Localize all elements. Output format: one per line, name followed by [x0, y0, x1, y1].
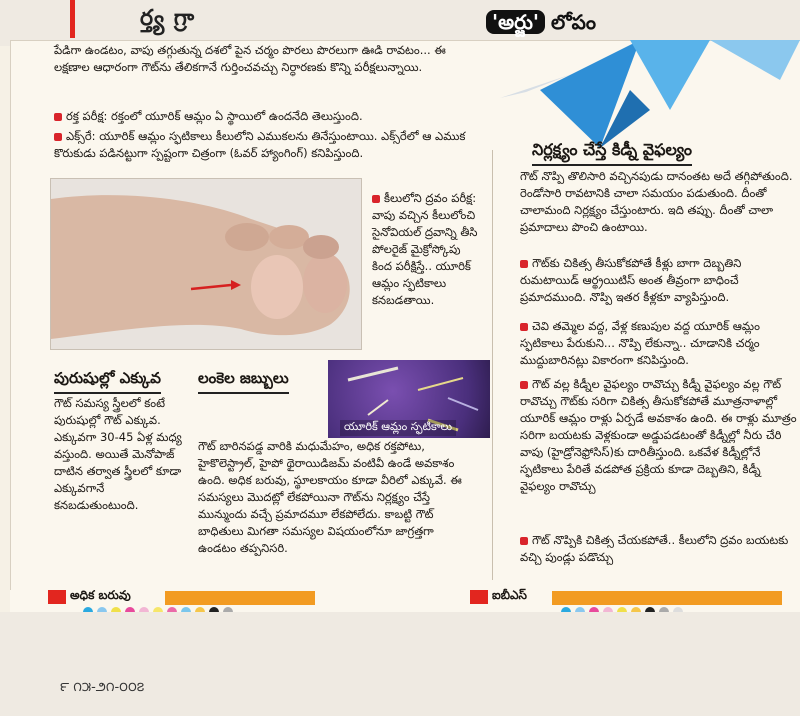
right-intro-paragraph: గౌట్ నొప్పి తొలిసారి వచ్చినపుడు దానంతట అదే తగ్గిపోతుంది. రెండోసారి రావటానికి చాలా సమయం పడుతుంది. దీంతో చాలామంది నిర్లక్ష్యం చేస్తుంటారు. ఇది తప్పు. దీంతో చాలా ప్రమాదాలు పొంచి ఉంటాయి. — [520, 169, 793, 234]
fluid-test-text: కీలులోని ద్రవం పరీక్ష: వాపు వచ్చిన కీలులోంచి సైనోవియల్ ద్రవాన్ని తీసి పోలరైజ్ మైక్రోస్కోపు కింద పరీక్షిస్తే.. యూరిక్ ఆమ్లం స్ఫటికాలు కనబడతాయి. — [372, 191, 478, 307]
right-bullet-joints — [520, 255, 798, 306]
linked-section-text: గౌట్ బారినపడ్డ వారికి మధుమేహం, అధిక రక్తపోటు, హైకొలెస్ట్రాల్, హైపో థైరాయిడిజమ్ వంటివీ ఉండే అవకాశం ఉంది. అధిక బరువు, స్థూలకాయం కూడా వీరిలో ఎక్కువే. ఈ సమస్యలు మొదట్లో లేకపోయినా గౌట్‌ను నిర్లక్ష్యం చేస్తే మున్ముందు వచ్చే ప్రమాదమూ లేకపోలేదు. కాబట్టి గౌట్ బాధితులు మిగతా సమస్యల విషయంలోనూ జాగ్రత్తగా ఉండటం తప్పనిసరి. — [198, 439, 462, 555]
men-section-text: గౌట్ సమస్య స్త్రీలలో కంటే పురుషుల్లో గౌట్ ఎక్కువ. ఎక్కువగా 30-45 ఏళ్ల మధ్య వస్తుంది. అయితే మెనోపాజ్ దాటిన తర్వాత స్త్రీలలో కూడా ఎక్కువగానే కనబడుతుంటుంది. — [54, 396, 182, 512]
footer-right-orange-bar — [552, 591, 782, 605]
right-bullet-ulcers — [520, 532, 798, 566]
bullet-text: గౌట్ నొప్పికి చికిత్స చేయకపోతే.. కీలులోని ద్రవం బయటకు వచ్చి పుండ్లు పడొచ్చు — [520, 533, 789, 564]
top-right-heading — [486, 10, 596, 39]
left-bullet-blood-test — [54, 108, 466, 125]
left-intro-paragraph: పేడిగా ఉండటం, వాపు తగ్గుతున్న దశలో పైన చర్మం పొరలు పొరలుగా ఊడి రావటం... ఈ లక్షణాల ఆధారంగా గౌట్‌ను తేలికగానే గుర్తించవచ్చు నిర్ధారణకు కొన్ని పరీక్షలున్నాయి. — [54, 43, 446, 74]
footer-left-label: అధిక బరువు — [70, 588, 131, 602]
foot-illustration — [51, 179, 361, 349]
red-bullet-icon — [520, 537, 528, 545]
left-bullet-xray — [54, 128, 466, 162]
page-code: ౯ ౧౫-౨౧-౦౦౭ — [60, 680, 145, 695]
footer-right-label: ఐబీఎస్ — [492, 588, 527, 602]
bullet-text: గౌట్‌కు చికిత్స తీసుకోకపోతే కీళ్లు బాగా దెబ్బతిని రుమటాయిడ్ ఆర్థ్రయిటిస్ అంత తీవ్రంగా బాధించే ప్రమాదముంది. నొప్పి ఇతర కీళ్లకూ వ్యాపిస్తుంది. — [520, 256, 742, 304]
right-bullet-crystals — [520, 318, 798, 369]
bullet-text: ఎక్స్‌రే: యూరిక్ ఆమ్లం స్ఫటికాలు కీలులోని ఎముకలను తినేస్తుంటాయి. ఎక్స్‌రేలో ఆ ఎముక కొరుకుడు పడినట్టుగా స్పష్టంగా చిత్రంగా (ఓవర్ హ్యాంగింగ్) కనిపిస్తుంది. — [54, 129, 466, 160]
red-bullet-icon — [520, 381, 528, 389]
decorative-triangles-graphic — [480, 40, 800, 150]
foot-photo — [50, 178, 362, 350]
bullet-text: గౌట్ వల్ల కిడ్నీల వైఫల్యం రావొచ్చు కిడ్నీ వైఫల్యం వల్ల గౌట్ రావొచ్చు గౌట్‌కు సరిగా చికిత్స తీసుకోకపోతే మూత్రనాళాల్లో యూరిక్ ఆమ్లం రాళ్లు ఏర్పడే అవకాశం ఉంది. ఈ రాళ్లు మూత్రం సరిగా బయటకు వెళ్లకుండా అడ్డుపడటంతో కిడ్నీల్లో నీరు చేరి వాపు (హైడ్రోనెఫ్రోసిస్)కు దారితీస్తుంది. ఒకవేళ కిడ్నీల్లోనే స్ఫటికాలు పేరితే వడపోత ప్రక్రియ కూడా దెబ్బతిని, కిడ్నీ వైఫల్యం రావొచ్చు — [520, 377, 797, 493]
red-bullet-icon — [520, 323, 528, 331]
column-divider — [492, 150, 493, 580]
top-right-heading-text: లోపం — [551, 10, 596, 34]
footer-left-orange-bar — [165, 591, 315, 605]
right-bullet-kidney — [520, 376, 798, 495]
red-bullet-icon — [520, 260, 528, 268]
linked-section-heading: లంకెల జబ్బులు — [198, 368, 289, 394]
red-bullet-icon — [54, 113, 62, 121]
men-section-heading: పురుషుల్లో ఎక్కువ — [54, 368, 161, 394]
top-left-heading: ర్త్య గ్రా — [140, 6, 196, 31]
fluid-test-paragraph — [372, 190, 480, 309]
lower-page-area — [0, 612, 800, 716]
bullet-text: చెవి తమ్మెల వద్ద, వేళ్ల కణుపుల వద్ద యూరిక్ ఆమ్లం స్ఫటికాలు పేరుకుని... నొప్పి లేకున్నా.. చూడానికి చర్మం ముద్దుబారినట్లు వికారంగా కనిపిస్తుంది. — [520, 319, 760, 367]
right-heading: నిర్లక్ష్యం చేస్తే కిడ్నీ వైఫల్యం — [532, 140, 692, 166]
micrograph-label: యూరిక్ ఆమ్లం స్ఫటికాలు — [340, 420, 456, 436]
bullet-text: రక్త పరీక్ష: రక్తంలో యూరిక్ ఆమ్లం ఏ స్థాయిలో ఉందనేది తెలుస్తుంది. — [66, 109, 363, 123]
footer-right-red-mark — [470, 590, 488, 604]
red-rule-marker — [70, 0, 75, 38]
red-bullet-icon — [372, 195, 380, 203]
footer-left-red-mark — [48, 590, 66, 604]
red-bullet-icon — [54, 133, 62, 141]
top-badge: 'అర్జు' — [486, 10, 545, 34]
